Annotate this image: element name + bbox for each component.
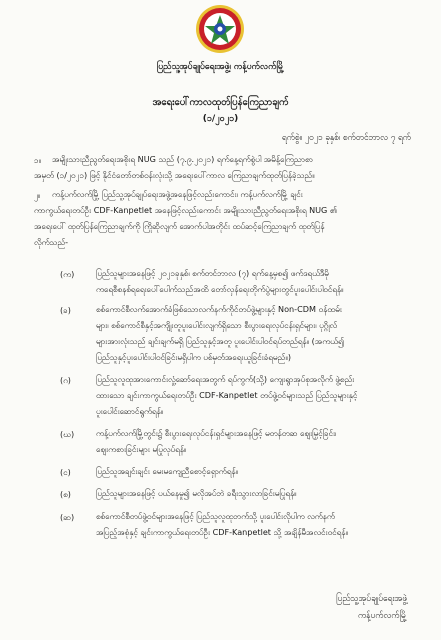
paragraph-1-cont <box>34 167 414 183</box>
item-line: စစ်ကောင်စီလက်အောက်ခံဖြစ်သောလက်နက်ကိုင်တပ်ဖွဲ့များနှင့် Non-CDM ဝန်ထမ်း <box>96 304 342 314</box>
list-item <box>96 463 416 479</box>
list-item <box>96 485 416 501</box>
paragraph-line: အမှတ် (၁/၂၀၂၁) ဖြင့် နိုင်ငံတော်တစ်ဝန်းလုံးသို့ အရေးပေါ်ကာလ ကြေညာချက်ထုတ်ပြန်ခဲ့သည်။ <box>34 170 315 180</box>
item-line: ပြည်သူများအနေဖြင့် ပယ်နေမှု၍ မလိုအပ်ဘဲ ခရီးသွားလာခြင်းမပြုရန်။ <box>96 488 297 498</box>
list-item <box>96 425 416 457</box>
item-line: ပြည်သူလူထုအားကောင်းလှုံ့ဆော်ရေးအတွက် ရပ်ကွက်(သို့) ကျေးရွာအုပ်စုအလိုက် ဖွဲ့စည်း <box>96 374 355 384</box>
organization-seal-logo <box>195 4 245 54</box>
list-item <box>96 301 416 365</box>
paragraph-number: ၂။ <box>34 190 41 200</box>
item-line: စစ်ကောင်စီတပ်ဖွဲ့ဝင်များအနေဖြင့် ပြည်သူလူထုဘက်သို့ ပူးပေါင်းလိုပါက လက်နက် <box>96 511 335 521</box>
item-label: (ဂ) <box>60 375 71 385</box>
list-item <box>96 265 416 297</box>
signature-town: ကန့်ပက်လက်မြို့ <box>357 610 407 620</box>
paragraph-number: ၁။ <box>34 155 42 165</box>
org-name: ပြည်သူ့အုပ်ချုပ်ရေးအဖွဲ့၊ ကန့်ပက်လက်မြို့ <box>156 62 285 72</box>
item-line: ကရေစီစနစ်ရရေးပေါ်ပေါက်သည်အထိ တော်လှန်ရေးတိုက်ပွဲများတွင်ပူးပေါင်းပါဝင်ရန်။ <box>96 284 344 294</box>
item-label: (င) <box>60 467 71 477</box>
item-line: အပြည့်အစုံနှင့် ချင်းကာကွယ်ရေးတပ်ဦး CDF-Kanpetlet သို့ အချိန်မီအလင်းဝင်ရန်။ <box>96 527 348 537</box>
paragraph-2-cont <box>34 202 414 250</box>
item-label: (စ) <box>60 489 71 499</box>
item-line: ပြည်သူများအနေဖြင့် ၂၀၂၁ခုနှစ်၊ စက်တင်ဘာလ (၇) ရက်နေ့မှစ၍ ဖက်ဒရယ်ဒီမို <box>96 268 329 278</box>
document-title: အရေးပေါ်ကာလထုတ်ပြန်ကြေညာချက် <box>152 97 289 108</box>
item-label: (ခ) <box>60 305 71 315</box>
paragraph-1 <box>52 151 412 167</box>
list-item <box>96 508 416 540</box>
list-item <box>96 371 416 419</box>
item-line: ကန့်ပက်လက်မြို့တွင်း၌ စီးပွားရေးလုပ်ငန်းရှင်များအနေဖြင့် မတန်တဆ ဈေးမြှင့်ခြင်း၊ <box>96 428 337 438</box>
document-date: ရက်စွဲ။ ၂၀၂၁ ခုနှစ်၊ စက်တင်ဘာလ ၇ ရက် <box>281 132 411 142</box>
item-line: ပြည်သူအချင်းချင်း မေးမကျေညီစောင့်ရှောက်ရန်။ <box>96 466 239 476</box>
item-line: များအားလုံးသည် ချင်းချက်မရှိ ပြည်သူနှင့်အတူ ပူးပေါင်းပါဝင်ရပ်တည်ရန်။ (အကယ်၍ <box>96 336 345 346</box>
document-number: (၁/၂၀၂၁) <box>202 114 239 124</box>
item-line: ထားသော ချင်းကာကွယ်ရေးတပ်ဦး CDF-Kanpetlet တပ်ဖွဲ့ဝင်များသည် ပြည်သူများနှင့် <box>96 390 358 400</box>
item-line: ဈေးကစားခြင်းများ မပြုလုပ်ရန်။ <box>96 444 187 454</box>
item-line: များ၊ စစ်ကောင်စီနှင့်အကျိုးတူပူးပေါင်းလျက်ရှိသော စီးပွားရေးလုပ်ငန်းရှင်များ၊ ပုဂ္ဂိုလ် <box>96 320 338 330</box>
paragraph-line: အမျိုးသားညီညွတ်ရေးအစိုးရ NUG သည် (၇.၉.၂၀၂၁) ရက်နေ့ရက်စွဲပါ အမိန့်ကြေညာစာ <box>52 154 313 164</box>
paragraph-2 <box>52 186 412 202</box>
paragraph-line: ကာကွယ်ရေးတပ်ဦး CDF-Kanpetlet အနေဖြင့်လည်းကောင်း အမျိုးသားညီညွတ်ရေးအစိုးရ NUG ၏ <box>34 205 338 215</box>
item-label: (ဆ) <box>60 512 75 522</box>
item-line: ပူးပေါင်းဆောင်ရွက်ရန်။ <box>96 406 164 416</box>
signature-org: ပြည်သူ့အုပ်ချုပ်ရေးအဖွဲ့ <box>336 593 407 603</box>
paragraph-line: အရေးပေါ် ထုတ်ပြန်ကြေညာချက်ကို ကြိုဆိုလျက် အောက်ပါအတိုင်း ထပ်ဆင့်ကြေညာချက် ထုတ်ပြန် <box>34 221 325 231</box>
paragraph-line: လိုက်သည်- <box>34 237 69 247</box>
item-line: ပြည်သူနှင့်ပူးပေါင်းပါဝင်ခြင်းမရှိပါက ပစ်မှတ်အရေးယူခြင်းခံရမည်။) <box>96 352 291 362</box>
paragraph-line: ကန့်ပက်လက်မြို့ ပြည်သူ့အုပ်ချုပ်ရေးအဖွဲ့အနေဖြင့်လည်းကောင်း၊ ကန့်ပက်လက်မြို့ ချင်း <box>52 189 303 199</box>
item-label: (က) <box>60 269 75 279</box>
item-label: (ဃ) <box>60 429 75 439</box>
